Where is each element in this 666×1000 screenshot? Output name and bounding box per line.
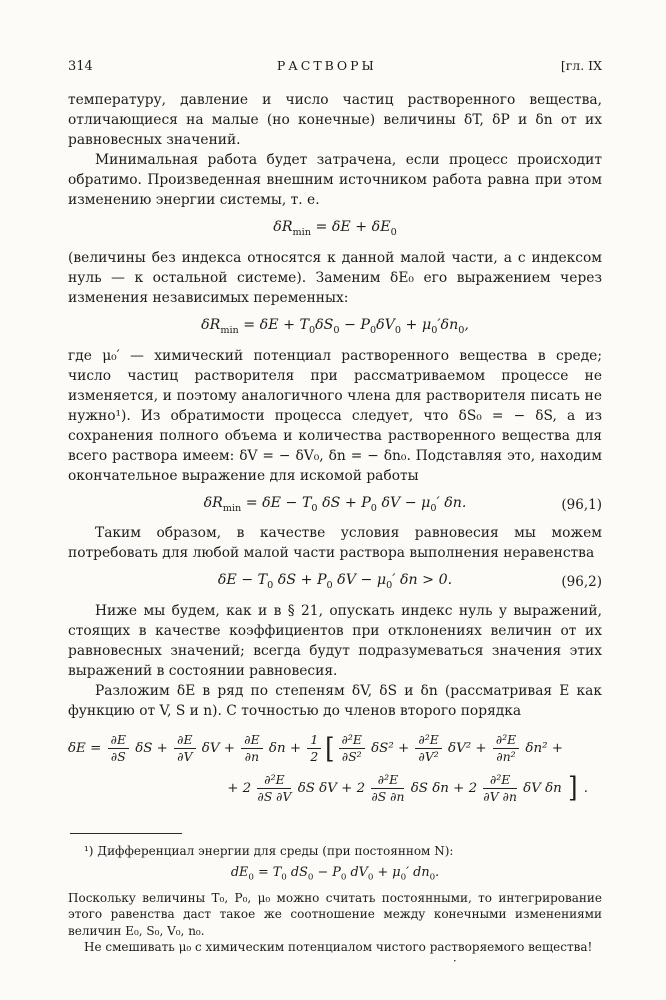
paragraph-series-expansion: Разложим δE в ряд по степеням δV, δS и δn (рассматривая E как функцию от V, S и n). С точностью до членов второго порядка [68,683,602,720]
equation-96-2: $\delta E - T_0$ $\delta S + P_0$ $\delta V - \mu_0'$ δn > 0. [217,572,453,592]
footnote-block [68,823,602,1000]
equation-row-96-1 [68,486,602,524]
paragraph-indices-note: (величины без индекса относятся к данной малой части, а с индексом нуль — к остальной системе). Заменим δE₀ его выражением через изменения независимых переменных: [68,249,602,306]
equation-number-96-2: (96,2) [561,574,602,591]
paragraph-chemical-potential: где μ₀′ — химический потенциал растворенного вещества в среде; число частиц растворителя при рассматриваемом процессе не изменяется, и поэтому аналогичного члена для растворителя писать не нужно¹). Из обратимости процесса следует, что δS₀ = − δS, а из сохранения полного объема и количества растворенного вещества для всего раствора имеем: δV = − δV₀, δn = − δn₀. Подставляя это, находим окончательное выражение для искомой работы [68,347,602,484]
footnote-line-1: ¹) Дифференциал энергии для среды (при постоянном N): [84,843,454,858]
equation-row-96-2 [68,563,602,601]
equation-number-96-1: (96,1) [561,496,602,513]
page-number: 314 [68,59,93,74]
equation-96-1: $\delta R_{min} = \delta E - T_0$ $\delta S + P_0$ $\delta V - \mu_0'$ δn. [203,494,467,514]
equation-rmin-expanded: $\delta R_{min} = \delta E + T_0\delta S_0 - P_0\delta V_0 + \mu_0'\delta n_0$, [201,316,469,336]
paragraph-minimal-work: Минимальная работа будет затрачена, если процесс происходит обратимо. Произведенная внешним источником работа равна при этом изменению энергии системы, т. е. [68,152,602,208]
running-title: РАСТВОРЫ [276,58,377,73]
footnote-rule [70,833,182,834]
paragraph-equilibrium-condition: Таким образом, в качестве условия равновесия мы можем потребовать для любой малой части раствора выполнения неравенства [68,525,602,562]
footnote-equation: $dE_0 = T_0$ $dS_0 - P_0$ $dV_0 + \mu_0'$ $dn_0$. [230,865,440,883]
chapter-label: [гл. IX [560,58,602,73]
footnote-line-3: Не смешивать μ₀ с химическим потенциалом чистого растворяемого вещества! [84,940,593,955]
equation-rmin-basic: $\delta R_{min} = \delta E + \delta E_0$ [273,219,397,238]
footnote-line-2: Поскольку величины T₀, P₀, μ₀ можно считать постоянными, то интегрирование этого равенства даст такое же соотношение между конечными изменениями величин E₀, S₀, V₀, n₀. [68,890,602,938]
page-header [68,58,602,74]
equation-expansion-line-1: δE = $\frac{\partial E}{\partial S}$ δS + $\frac{\partial E}{\partial V}$ δV + $\frac{\partial E}{\partial n}$ δn + $\frac{1}{2}$ [ $\frac{\text{∂²E}}{\text{∂S²}}$ δS² + $\frac{\text{∂²E}}{\text{∂V²}}$ δV² + $\frac{\text{∂²E}}{\text{∂n²}}$ δn² + [68,732,563,766]
paragraph-continuation: температуру, давление и число частиц растворенного вещества, отличающиеся на малые (но конечные) величины δT, δP и δn от их равновесных значений. [68,92,602,148]
page-bottom-mark: · [452,954,457,968]
paragraph-drop-index: Ниже мы будем, как и в § 21, опускать индекс нуль у выражений, стоящих в качестве коэффициентов при отклонениях величин от их равновесных значений; всегда будут подразумеваться значения этих выражений в состоянии равновесия. [68,603,602,680]
equation-expansion-line-2: + 2 $\frac{\text{∂²E}}{\partial S \partial V}$ δS δV + 2 $\frac{\text{∂²E}}{\partial S \partial n}$ δS δn + 2 $\frac{\text{∂²E}}{\partial V \partial n}$ δV δn ] . [227,772,588,805]
